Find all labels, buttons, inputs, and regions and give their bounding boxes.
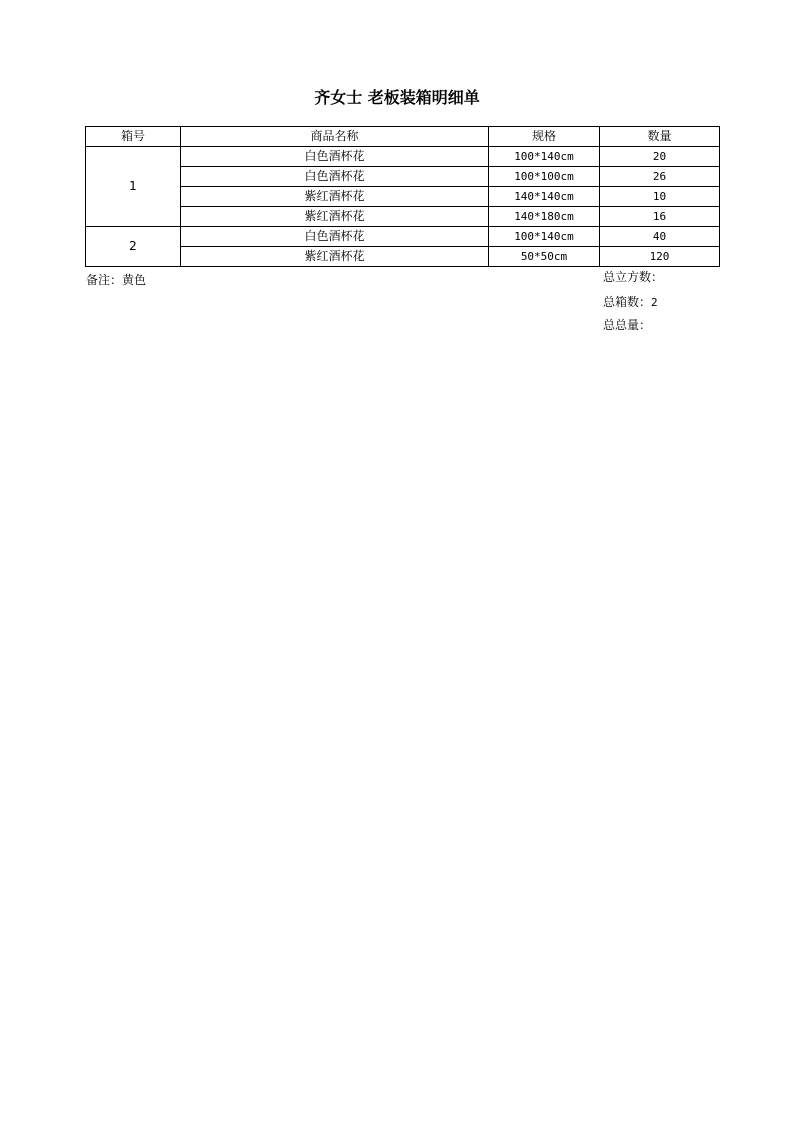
product-name-cell: 白色酒杯花 <box>181 227 489 247</box>
total-volume-line <box>603 269 663 286</box>
header-quantity: 数量 <box>600 127 720 147</box>
remark-label: 备注： <box>86 273 123 287</box>
table-row <box>86 187 720 207</box>
table-row <box>86 207 720 227</box>
total-volume-label: 总立方数： <box>603 270 664 284</box>
total-boxes-line <box>603 294 658 311</box>
document-title: 齐女士 老板装箱明细单 <box>314 88 480 107</box>
quantity-cell: 10 <box>600 187 720 207</box>
remark-value: 黄色 <box>122 273 147 287</box>
product-name-cell: 紫红酒杯花 <box>181 207 489 227</box>
header-box-no: 箱号 <box>86 127 181 147</box>
spec-cell: 100*140cm <box>489 227 600 247</box>
quantity-cell: 40 <box>600 227 720 247</box>
spec-cell: 100*100cm <box>489 167 600 187</box>
quantity-cell: 26 <box>600 167 720 187</box>
total-quantity-line <box>603 317 651 334</box>
packing-list-table <box>85 126 720 267</box>
spec-cell: 100*140cm <box>489 147 600 167</box>
spec-cell: 140*140cm <box>489 187 600 207</box>
total-quantity-label: 总总量： <box>603 318 652 332</box>
quantity-cell: 20 <box>600 147 720 167</box>
remark-note <box>86 272 146 288</box>
total-boxes-value: 2 <box>651 296 658 309</box>
product-name-cell: 白色酒杯花 <box>181 147 489 167</box>
box-number-cell: 1 <box>86 147 181 227</box>
box-number-cell: 2 <box>86 227 181 267</box>
product-name-cell: 紫红酒杯花 <box>181 247 489 267</box>
table-row <box>86 167 720 187</box>
quantity-cell: 120 <box>600 247 720 267</box>
quantity-cell: 16 <box>600 207 720 227</box>
header-spec: 规格 <box>489 127 600 147</box>
table-row <box>86 247 720 267</box>
header-product-name: 商品名称 <box>181 127 489 147</box>
table-row <box>86 227 720 247</box>
total-boxes-label: 总箱数： <box>603 295 652 309</box>
spec-cell: 140*180cm <box>489 207 600 227</box>
spec-cell: 50*50cm <box>489 247 600 267</box>
table-row <box>86 147 720 167</box>
product-name-cell: 白色酒杯花 <box>181 167 489 187</box>
table-header-row <box>86 127 720 147</box>
product-name-cell: 紫红酒杯花 <box>181 187 489 207</box>
